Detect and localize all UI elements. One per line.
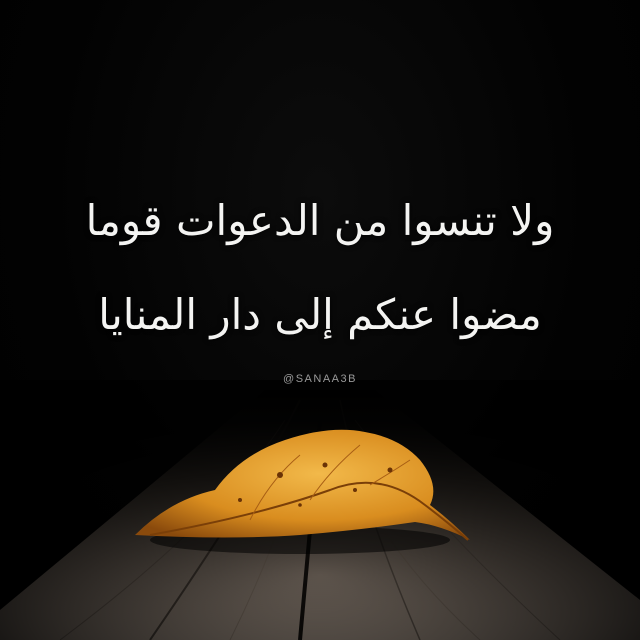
watermark-handle: @SANAA3B xyxy=(283,373,357,385)
verse-line-2: مضوا عنكم إلى دار المنايا xyxy=(98,290,542,339)
verse-line-1: ولا تنسوا من الدعوات قوما xyxy=(85,196,555,245)
